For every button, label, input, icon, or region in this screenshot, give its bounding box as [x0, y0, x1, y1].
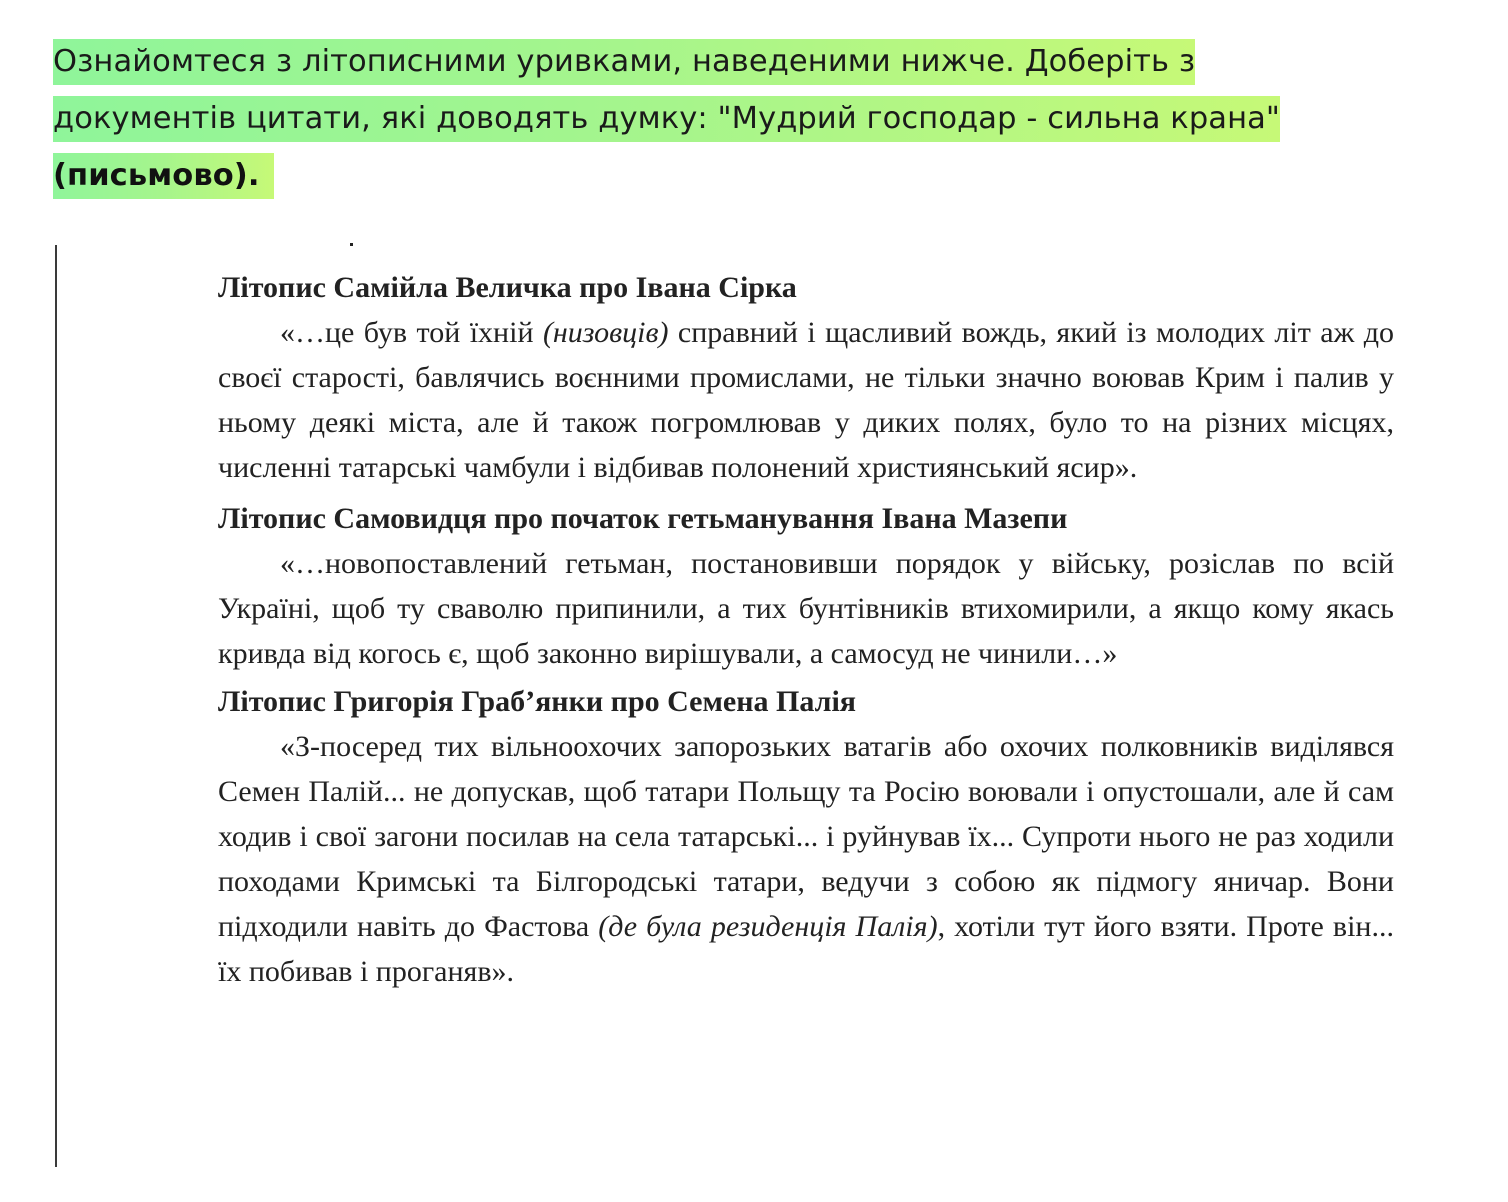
section-text-hrabianka-part-b: , хотіли тут його взяти. Проте він... їх побивав і проганяв».: [218, 910, 1394, 988]
section-text-hrabianka: [218, 724, 1394, 994]
section-text-samovydets: «…новопоставлений гетьман, постановивши порядок у війську, розіслав по всій Україні, щоб ту сваволю припинили, а тих бунтівників втихомирили, а якщо кому якась кривда від когось є, щоб законно вирішували, а самосуд не чинили…»: [218, 547, 1394, 670]
section-title-velychko: Літопис Самійла Величка про Івана Сірка: [218, 271, 797, 304]
task-instruction: [53, 33, 1473, 204]
section-title-hrabianka: Літопис Григорія Граб’янки про Семена Палія: [218, 685, 857, 718]
scan-artifact-dot: [350, 243, 353, 246]
task-line-2: документів цитати, які доводять думку: "Мудрий господар - сильна крана": [53, 96, 1280, 142]
section-text-hrabianka-italic: (де була резиденція Палія): [598, 910, 938, 943]
section-text-velychko-part-a: «…це був той їхній: [280, 316, 543, 349]
section-text-velychko: [218, 310, 1394, 490]
section-text-velychko-italic: (низовців): [542, 316, 669, 349]
task-line-1: Ознайомтеся з літописними уривками, наведеними нижче. Доберіть з: [53, 39, 1195, 85]
task-line-3-text: (письмово).: [53, 158, 260, 193]
task-line-3: [53, 153, 274, 199]
section-text-velychko-part-b: справний і щасливий вождь, який із молодих літ аж до своєї старості, бавлячись воєнними промислами, не тільки значно воював Крим і палив у ньому деякі міста, але й також погромлював у диких полях, було то на різних місцях, численні татарські чамбули і відбивав полонений християнський ясир».: [218, 316, 1394, 484]
section-text-hrabianka-part-a: «З-посеред тих вільноохочих запорозьких ватагів або охочих полковників виділявся Семен Палій... не допускав, щоб татари Польщу та Росію воювали і опустошали, але й сам ходив і свої загони посилав на села татарські... і руйнував їх... Супроти нього не раз ходили походами Кримські та Білгородські татари, ведучи з собою як підмогу яничар. Вони підходили навіть до Фастова: [218, 730, 1394, 943]
chronicle-excerpt-document: [55, 245, 1457, 1167]
document-body: [218, 265, 1394, 994]
section-title-samovydets: Літопис Самовидця про початок гетьманування Івана Мазепи: [218, 502, 1068, 535]
